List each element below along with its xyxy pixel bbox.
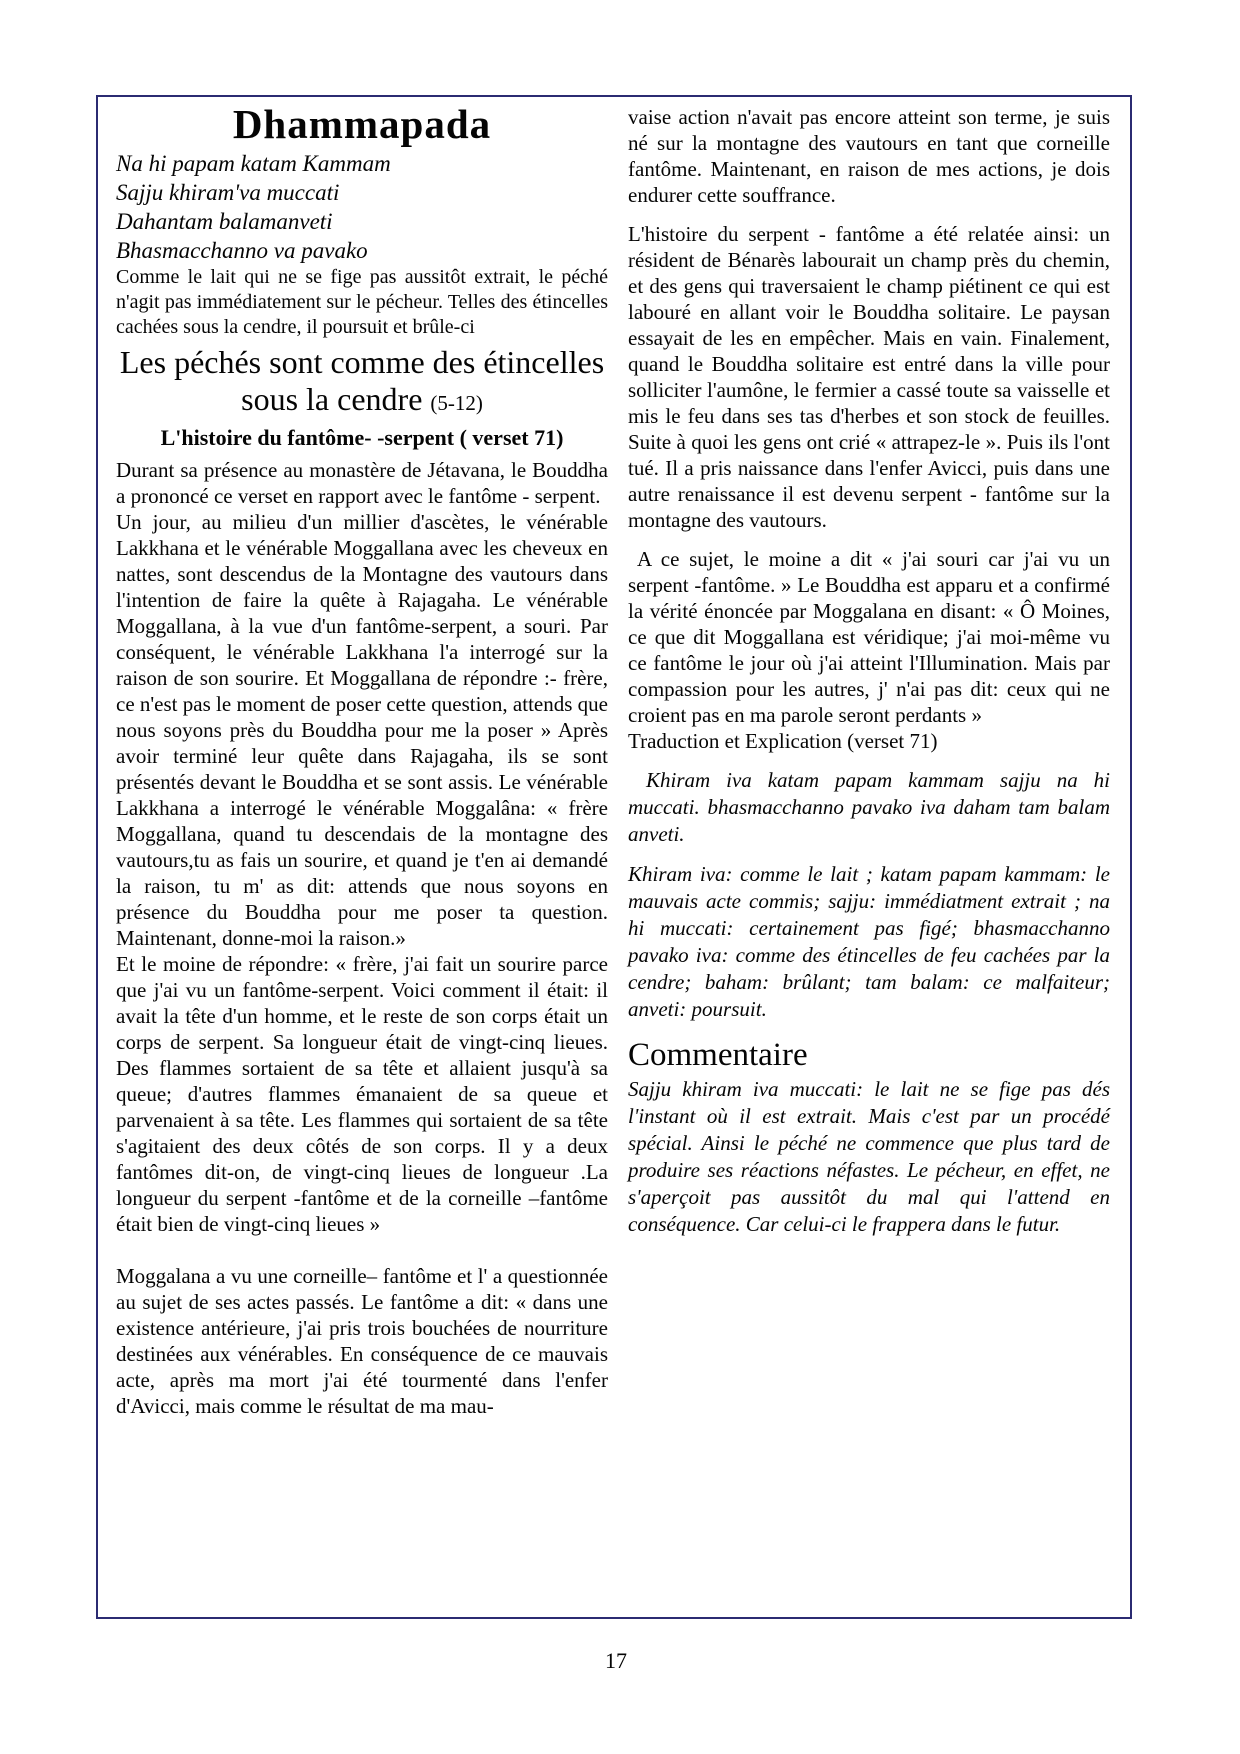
section-title	[116, 344, 608, 422]
verse-translation: Comme le lait qui ne se fige pas aussitôt extrait, le péché n'agit pas immédiatement sur le pécheur. Telles des étincelles cachées sous la cendre, il poursuit et brûle-ci	[116, 266, 608, 338]
body-paragraph: L'histoire du serpent - fantôme a été relatée ainsi: un résident de Bénarès labourait un champ près du chemin, et des gens qui traversaient le champ piétinent ce qui est labouré en allant voir le Bouddha solitaire. Le paysan essayait de les en empêcher. Mais en vain. Finalement, quand le Bouddha solitaire est entré dans la ville pour solliciter l'aumône, le fermier a cassé toute sa vaisselle et mis le feu dans ses tas d'herbes et son stock de feuilles. Suite à quoi les gens ont crié « attrapez-le ». Puis ils l'ont tué. Il a pris naissance dans l'enfer Avicci, puis dans une autre renaissance il est devenu serpent - fantôme sur la montagne des vautours.	[628, 222, 1110, 532]
commentary-heading: Commentaire	[628, 1037, 808, 1073]
body-paragraph: Un jour, au milieu d'un millier d'ascètes, le vénérable Lakkhana et le vénérable Moggallana avec les cheveux en nattes, sont descendus de la Montagne des vautours dans l'intention de faire la quête à Rajagaha. Le vénérable Moggallana, à la vue d'un fantôme-serpent, a souri. Par conséquent, le vénérable Lakkhana l'a interrogé sur la raison de son sourire. Et Moggallana de répondre :- frère, ce n'est pas le moment de poser cette question, attends que nous soyons près du Bouddha pour me la poser » Après avoir terminé leur quête dans Rajagaha, ils se sont présentés devant le Bouddha et se sont assis. Le vénérable Lakkhana a interrogé le vénérable Moggalâna: « frère Moggallana, quand tu descendais de la montagne des vautours,tu as fais un sourire, et quand je t'en ai demandé la raison, tu m' as dit: attends que nous soyons en présence du Bouddha pour me poser ta question. Maintenant, donne-moi la raison.»	[116, 510, 608, 950]
pali-verse	[116, 149, 608, 265]
page-title: Dhammapada	[232, 101, 492, 147]
body-paragraph: Moggalana a vu une corneille– fantôme et l' a questionnée au sujet de ses actes passés. Le fantôme a dit: « dans une existence antérieure, j'ai pris trois bouchées de nourriture destinées aux vénérables. En conséquence de ce mauvais acte, après ma mort j'ai été tourmenté dans l'enfer d'Avicci, mais comme le résultat de ma mau-	[116, 1264, 608, 1418]
verse-line: Sajju khiram'va muccati	[116, 180, 340, 205]
verse-line: Dahantam balamanveti	[116, 209, 333, 234]
commentary-body: Sajju khiram iva muccati: le lait ne se fige pas dés l'instant où il est extrait. Mais c'est par un procédé spécial. Ainsi le péché ne commence que plus tard de produire ses réactions néfastes. Le pécheur, en effet, ne s'aperçoit pas aussitôt du mal qui l'attend en conséquence. Car celui-ci le frappera dans le futur.	[628, 1077, 1110, 1236]
left-column	[116, 101, 608, 1419]
section-subtitle: L'histoire du fantôme- -serpent ( verset 71)	[160, 425, 564, 450]
body-paragraph: A ce sujet, le moine a dit « j'ai souri car j'ai vu un serpent -fantôme. » Le Bouddha est apparu et a confirmé la vérité énoncée par Moggalana en disant: « Ô Moines, ce que dit Moggallana est véridique; j'ai moi-même vu ce fantôme le jour où j'ai atteint l'Illumination. Mais par compassion pour les autres, j' n'ai pas dit: ceux qui ne croient pas en ma parole seront perdants »	[628, 547, 1110, 727]
section-title-text: Les péchés sont comme des étincelles sous la cendre	[119, 344, 605, 417]
word-by-word-gloss: Khiram iva: comme le lait ; katam papam kammam: le mauvais acte commis; sajju: immédiatment extrait ; na hi muccati: certainement pas figé; bhasmacchanno pavako iva: comme des étincelles de feu cachées par la cendre; baham: brûlant; tam balam: ce malfaiteur; anveti: poursuit.	[628, 862, 1110, 1021]
verse-line: Bhasmacchanno va pavako	[116, 238, 368, 263]
verse-line: Na hi papam katam Kammam	[116, 151, 391, 176]
body-paragraph: Durant sa présence au monastère de Jétavana, le Bouddha a prononcé ce verset en rapport avec le fantôme - serpent.	[116, 458, 608, 508]
section-reference: (5-12)	[430, 391, 483, 415]
body-paragraph: vaise action n'avait pas encore atteint son terme, je suis né sur la montagne des vautours en tant que corneille fantôme. Maintenant, en raison de mes actions, je dois endurer cette souffrance.	[628, 105, 1110, 207]
page-border-frame	[96, 95, 1132, 1619]
page-number: 17	[605, 1648, 627, 1673]
pali-quote: Khiram iva katam papam kammam sajju na hi muccati. bhasmacchanno pavako iva daham tam balam anveti.	[628, 768, 1110, 846]
right-column	[628, 104, 1110, 1238]
body-paragraph: Et le moine de répondre: « frère, j'ai fait un sourire parce que j'ai vu un fantôme-serpent. Voici comment il était: il avait la tête d'un homme, et le reste de son corps était un corps de serpent. Sa longueur était de vingt-cinq lieues. Des flammes sortaient de sa tête et allaient jusqu'à sa queue; d'autres flammes émanaient de sa queue et parvenaient à sa tête. Les flammes qui sortaient de sa tête s'agitaient des deux côtés de son corps. Il y a deux fantômes dit-on, de vingt-cinq lieues de longueur .La longueur du serpent -fantôme et de la corneille –fantôme était bien de vingt-cinq lieues »	[116, 952, 608, 1236]
translation-explication-line: Traduction et Explication (verset 71)	[628, 729, 938, 753]
